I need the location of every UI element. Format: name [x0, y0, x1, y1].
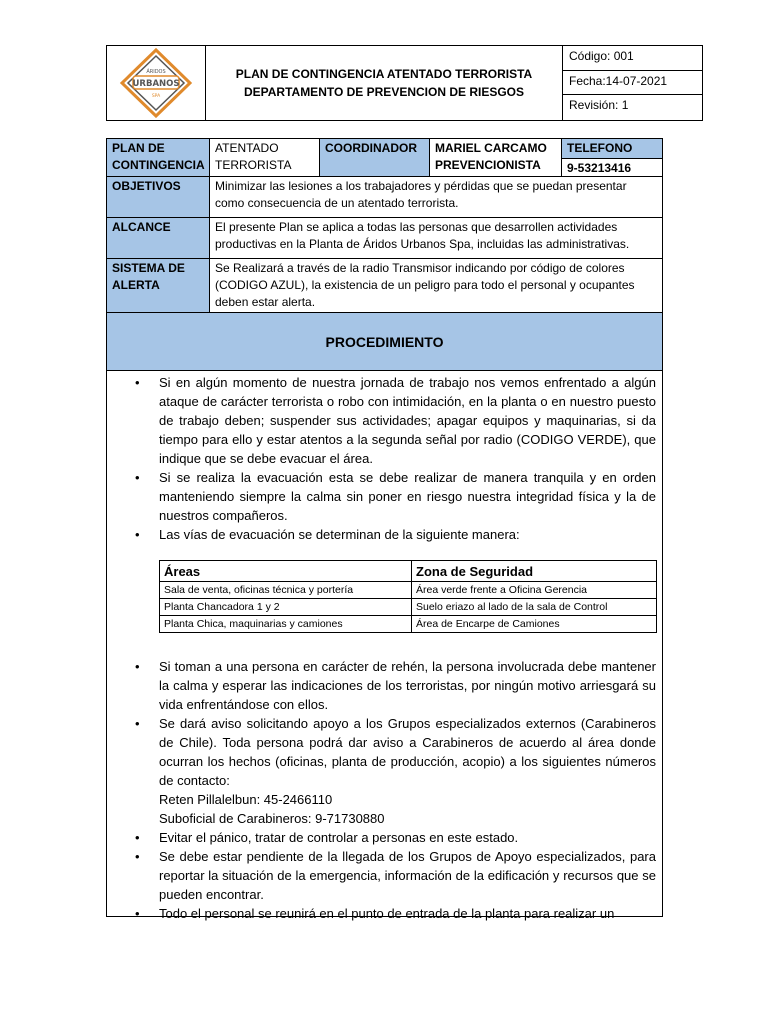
table-header-row: [160, 561, 657, 582]
bullet-icon: •: [135, 470, 140, 485]
table-row: [160, 599, 657, 616]
table-row: [160, 616, 657, 633]
bullet-icon: •: [135, 716, 140, 731]
objetivos-label: OBJETIVOS: [107, 177, 209, 218]
list-item: • Las vías de evacuación se determinan de la siguiente manera:: [135, 527, 520, 542]
codigo-field: Código: 001: [563, 46, 703, 71]
logo-diamond-icon: [107, 46, 205, 120]
logo-text-top: ÁRIDOS: [146, 69, 166, 75]
title-line-2: DEPARTAMENTO DE PREVENCION DE RIESGOS: [243, 85, 525, 99]
plan-label: PLAN DE CONTINGENCIA: [107, 139, 209, 177]
coordinator-label: COORDINADOR: [319, 139, 429, 177]
zona-header: Zona de Seguridad: [412, 561, 657, 582]
company-logo: [107, 46, 206, 120]
coordinator-value: MARIEL CARCAMO PREVENCIONISTA: [429, 139, 561, 177]
contingency-plan-table: [106, 138, 663, 921]
telefono-value: 9-53213416: [561, 159, 662, 177]
fecha-field: Fecha:14-07-2021: [563, 71, 703, 96]
evacuation-areas-table: [159, 560, 657, 633]
document-header: [106, 45, 703, 121]
area-cell: Planta Chancadora 1 y 2: [160, 599, 412, 616]
area-cell: Sala de venta, oficinas técnica y portería: [160, 582, 412, 599]
alcance-value: El presente Plan se aplica a todas las personas que desarrollen actividades productivas en la Planta de Áridos Urbanos Spa, incluidas las administrativas.: [209, 218, 662, 259]
zona-cell: Área verde frente a Oficina Gerencia: [412, 582, 657, 599]
contact-line: Suboficial de Carabineros: 9-71730880: [159, 811, 385, 826]
procedure-body: [107, 371, 662, 921]
document-title: [206, 46, 562, 120]
objetivos-value: Minimizar las lesiones a los trabajadores y pérdidas que se puedan presentar como consecuencia de un atentado terrorista.: [209, 177, 662, 218]
contact-line: Reten Pillalelbun: 45-2466110: [159, 792, 333, 807]
revision-field: Revisión: 1: [569, 98, 629, 113]
sistema-alerta-label: SISTEMA DE ALERTA: [107, 259, 209, 313]
logo-text-main: URBANOS: [132, 79, 180, 89]
bullet-icon: •: [135, 849, 140, 864]
bullet-icon: •: [135, 659, 140, 674]
table-row: [160, 582, 657, 599]
logo-text-bottom: SPA: [151, 94, 161, 99]
plan-value: ATENTADO TERRORISTA: [209, 139, 319, 177]
bullet-icon: •: [135, 906, 140, 921]
bullet-icon: •: [135, 527, 140, 542]
bullet-icon: •: [135, 375, 140, 390]
bullet-list-a: [107, 371, 662, 544]
area-cell: Planta Chica, maquinarias y camiones: [160, 616, 412, 633]
telefono-label: TELEFONO: [561, 139, 662, 159]
areas-header: Áreas: [160, 561, 412, 582]
list-item: • Se debe estar pendiente de la llegada de los Grupos de Apoyo especializados, para reportar la situación de la emergencia, información de la edificación y recursos que se pueden encontrar.: [135, 849, 656, 902]
list-item: • Se dará aviso solicitando apoyo a los Grupos especializados externos (Carabineros de Chile). Toda persona podrá dar aviso a Carabineros de acuerdo al área donde ocurran los hechos (oficinas, planta de producción, acopio) a los siguientes números de contacto:: [135, 716, 656, 788]
list-item: • Todo el personal se reunirá en el punto de entrada de la planta para realizar un: [135, 906, 615, 921]
list-item: • Si se realiza la evacuación esta se debe realizar de manera tranquila y en orden manteniendo siempre la calma sin poner en riesgo nuestra integridad física y la de nuestros compañeros.: [135, 470, 656, 523]
title-line-1: PLAN DE CONTINGENCIA ATENTADO TERRORISTA: [235, 67, 533, 81]
list-item: • Si en algún momento de nuestra jornada de trabajo nos vemos enfrentado a algún ataque de carácter terrorista o robo con intimidación, en la planta o en nuestro puesto de trabajo deben; suspender sus actividades; apagar equipos y maquinarias, si da tiempo para ello y estar atentos a la segunda señal por radio (CODIGO VERDE), que indique que se debe evacuar el área.: [135, 375, 656, 466]
zona-cell: Suelo eriazo al lado de la sala de Control: [412, 599, 657, 616]
alcance-label: ALCANCE: [107, 218, 209, 259]
procedure-heading: PROCEDIMIENTO: [107, 313, 662, 371]
sistema-alerta-value: Se Realizará a través de la radio Transmisor indicando por código de colores (CODIGO AZUL), la existencia de un peligro para todo el personal y ocupantes deben estar alerta.: [209, 259, 662, 313]
zona-cell: Área de Encarpe de Camiones: [412, 616, 657, 633]
list-item: • Evitar el pánico, tratar de controlar a personas en este estado.: [135, 830, 519, 845]
bullet-list-b: [107, 657, 662, 923]
list-item: • Si toman a una persona en carácter de rehén, la persona involucrada debe mantener la calma y esperar las indicaciones de los terroristas, por ningún motivo arriesgará su vida enfrentándose con ellos.: [135, 659, 656, 712]
bullet-icon: •: [135, 830, 140, 845]
document-meta: [562, 46, 703, 120]
